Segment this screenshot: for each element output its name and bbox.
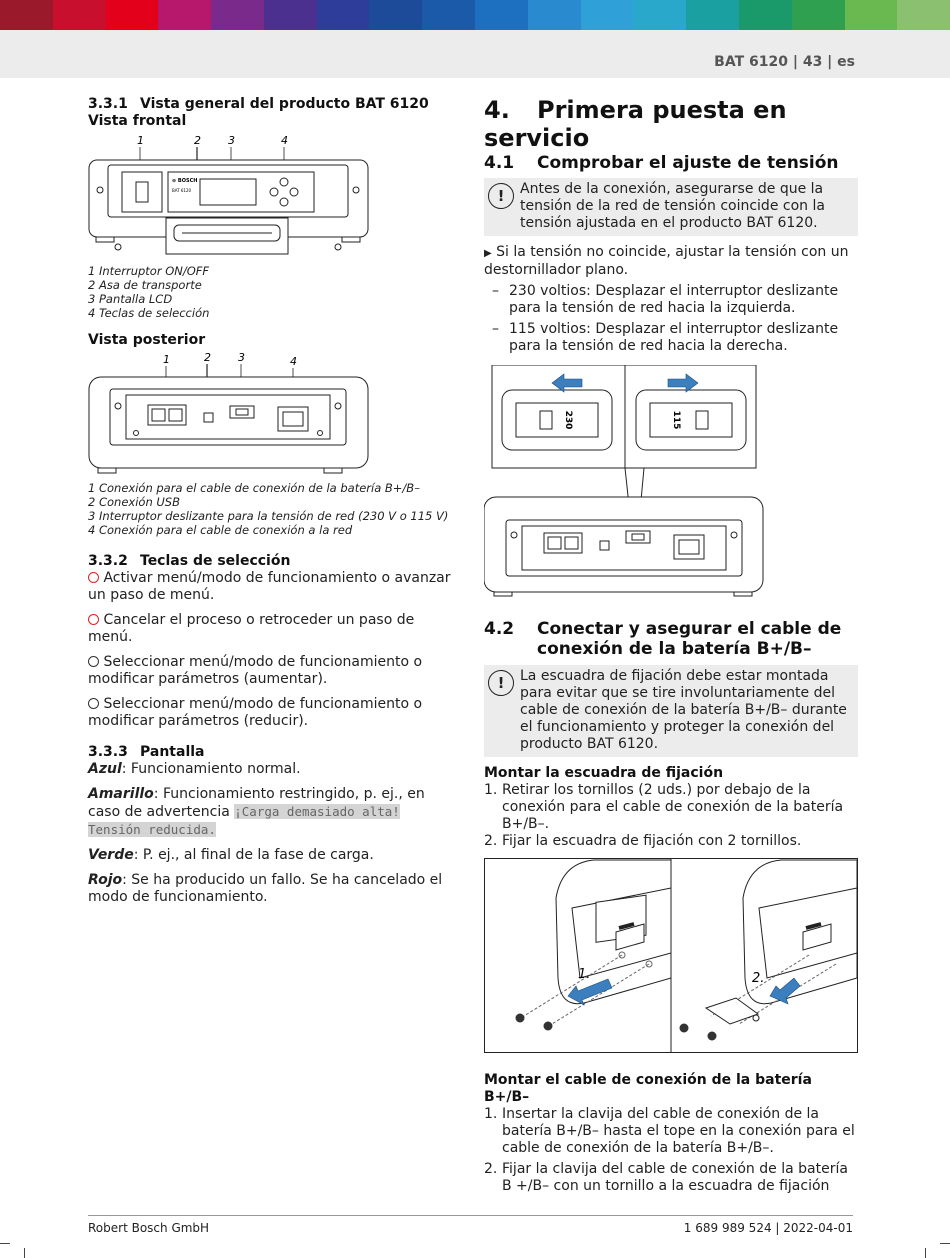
rear-view-figure [88,351,378,475]
left-column [88,96,458,906]
figure-step-label: 1. [578,967,591,982]
step-adjust-voltage: ▶ Si la tensión no coincide, ajustar la tensión con un destornillador plano. [484,244,849,278]
caption: 3 Pantalla LCD [88,292,173,306]
section-3-3-1-heading: 3.3.1 Vista general del producto BAT 6120 [88,96,429,112]
caption: 4 Conexión para el cable de conexión a la red [88,523,353,537]
display-red: Rojo: Se ha producido un fallo. Se ha cancelado el modo de funcionamiento. [88,872,443,905]
svg-text:⊖ BOSCH: ⊖ BOSCH [172,178,198,184]
list-item: 1. Insertar la clavija del cable de conexión de la batería B+/B– hasta el tope en la conexión para el cable de conexión de la batería B+/B–. [484,1106,855,1156]
footer-doc-number: 1 689 989 524 | 2022-04-01 [683,1221,853,1235]
mount-cable-heading: Montar el cable de conexión de la batería B+/B– [484,1072,812,1105]
key-left-description: Cancelar el proceso o retroceder un paso de menú. [88,612,415,645]
rear-callout: 1 [163,353,170,366]
list-item: 1. Retirar los tornillos (2 uds.) por debajo de la conexión para el cable de conexión de la batería B+/B–. [484,782,844,832]
voltage-options [484,283,858,355]
section-3-3-3-heading: 3.3.3 Pantalla [88,744,205,760]
display-green: Verde: P. ej., al final de la fase de carga. [88,847,374,863]
footer-company: Robert Bosch GmbH [88,1221,210,1235]
rear-callout: 4 [290,355,297,368]
key-down-description: Seleccionar menú/modo de funcionamiento o modificar parámetros (reducir). [88,696,423,729]
mount-bracket-steps [484,782,858,850]
list-item: – 230 voltios: Desplazar el interruptor deslizante para la tensión de red hacia la izquierda. [492,283,839,316]
crop-mark [925,1248,926,1258]
caption: 1 Interruptor ON/OFF [88,264,210,278]
right-column [484,96,858,1195]
mount-bracket-heading: Montar la escuadra de fijación [484,765,724,781]
front-view-heading: Vista frontal [88,113,187,129]
key-up-description: Seleccionar menú/modo de funcionamiento o modificar parámetros (aumentar). [88,654,423,687]
front-callout: 1 [137,134,144,147]
caption: 1 Conexión para el cable de conexión de la batería B+/B– [88,481,420,495]
section-3-3-2-heading: 3.3.2 Teclas de selección [88,553,291,569]
rear-callout: 2 [204,351,211,364]
caption: 4 Teclas de selección [88,306,210,320]
list-item: – 115 voltios: Desplazar el interruptor deslizante para la tensión de red hacia la derecha. [492,321,839,354]
footer-divider [88,1215,853,1216]
display-blue: Azul: Funcionamiento normal. [88,761,301,777]
voltage-switch-figure [484,365,774,597]
note-voltage: ! Antes de la conexión, asegurarse de que la tensión de la red de tensión coincide con la tensión ajustada en el producto BAT 6120. [484,178,858,236]
display-yellow: Amarillo: Funcionamiento restringido, p. ej., en caso de advertencia ¡Carga demasiado alta! Tensión reducida. [88,786,425,837]
display-warning-message: ¡Carga demasiado alta! Tensión reducida. [88,804,400,837]
crop-mark [24,1248,25,1258]
switch-label-230: 230 [563,410,573,430]
front-callout: 4 [281,134,288,147]
mount-cable-steps [484,1106,858,1195]
page-reference: BAT 6120 | 43 | es [714,54,855,70]
caption: 2 Asa de transporte [88,278,202,292]
crop-mark [0,1243,10,1244]
caption: 2 Conexión USB [88,495,180,509]
left-key-icon [88,614,99,625]
rear-view-heading: Vista posterior [88,332,206,348]
section-4-2-heading: 4.2 Conectar y asegurar el cable de conexión de la batería B+/B– [484,619,842,659]
caption: 3 Interruptor deslizante para la tensión de red (230 V o 115 V) [88,509,449,523]
warning-icon: ! [488,670,514,696]
list-item: 2. Fijar la clavija del cable de conexión de la batería B +/B– con un tornillo a la escuadra de fijación [484,1161,848,1194]
figure-step-label: 2. [752,971,765,986]
front-callout: 2 [194,134,201,147]
rear-callout: 3 [238,351,245,364]
bracket-mounting-figure [484,858,858,1054]
brand-color-band [0,0,950,30]
list-item: 2. Fijar la escuadra de fijación con 2 tornillos. [484,833,802,849]
switch-label-115: 115 [671,410,681,430]
crop-mark [940,1243,950,1244]
key-right-description: Activar menú/modo de funcionamiento o avanzar un paso de menú. [88,570,451,603]
warning-icon: ! [488,183,514,209]
front-captions [88,264,458,320]
section-4-1-heading: 4.1 Comprobar el ajuste de tensión [484,153,839,173]
note-bracket: ! La escuadra de fijación debe estar montada para evitar que se tire involuntariamente del cable de conexión de la batería B+/B– durante el funcionamiento y proteger la conexión del producto BAT 6120. [484,665,858,757]
svg-text:BAT 6120: BAT 6120 [172,188,192,193]
front-view-figure [88,132,378,256]
right-key-icon [88,572,99,583]
up-key-icon [88,656,99,667]
rear-captions [88,481,458,537]
down-key-icon [88,698,99,709]
front-callout: 3 [228,134,235,147]
section-4-heading: 4. Primera puesta en servicio [484,96,787,152]
